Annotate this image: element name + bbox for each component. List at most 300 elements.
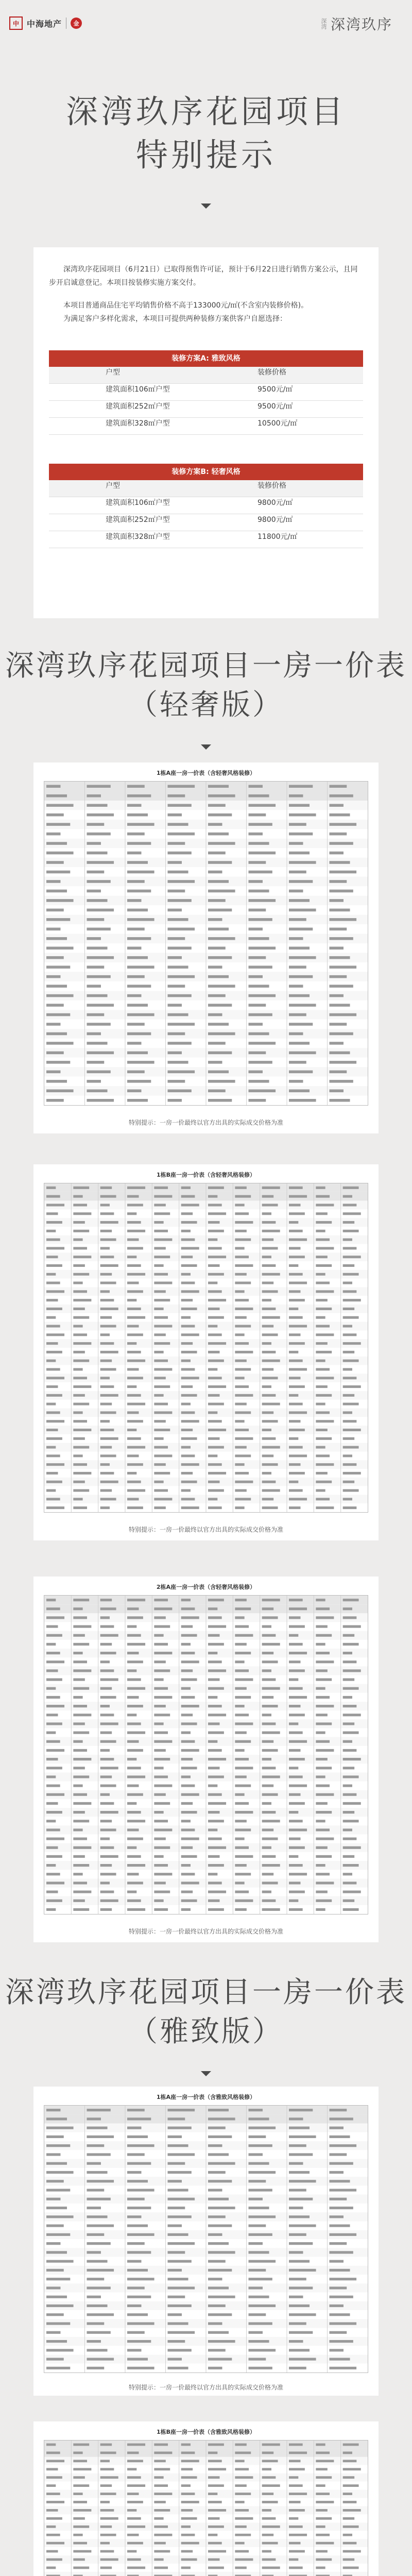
- table-cell-text: [235, 1758, 249, 1760]
- table-cell-text: [330, 2304, 344, 2307]
- table-cell-text: [168, 2304, 192, 2307]
- table-cell-text: [208, 899, 226, 902]
- table-cell-text: [154, 2476, 163, 2479]
- table-cell-text: [289, 1071, 313, 1074]
- table-cell-text: [208, 1775, 224, 1778]
- plan-row: [49, 384, 363, 401]
- table-cell-text: [46, 1004, 64, 1007]
- table-cell-text: [127, 785, 145, 788]
- table-cell-text: [208, 2286, 229, 2289]
- table-cell-text: [46, 2349, 74, 2351]
- table-cell-text: [87, 2304, 108, 2307]
- table-cell-text: [289, 1634, 298, 1637]
- table-cell-text: [46, 2109, 60, 2111]
- table-cell-text: [235, 1900, 253, 1902]
- table-cell-text: [343, 1325, 352, 1328]
- table-cell-text: [87, 2349, 108, 2351]
- table-cell-text: [235, 1498, 251, 1500]
- table-cell-text: [343, 1679, 355, 1681]
- table-cell-text: [249, 785, 263, 788]
- table-cell-text: [289, 2444, 303, 2446]
- table-cell-text: [235, 1264, 253, 1267]
- table-cell-text: [181, 1900, 197, 1902]
- table-cell-text: [87, 928, 111, 931]
- table-cell-text: [235, 1299, 249, 1301]
- table-cell-text: [100, 1316, 112, 1319]
- table-cell-text: [330, 2269, 350, 2272]
- table-cell-text: [127, 2444, 145, 2446]
- table-cell-text: [208, 2171, 226, 2174]
- table-cell-text: [289, 1855, 298, 1858]
- table-cell-text: [289, 1607, 307, 1610]
- table-cell-text: [127, 1394, 141, 1397]
- table-cell-text: [208, 1599, 224, 1601]
- table-cell-text: [343, 2558, 355, 2561]
- table-cell-text: [181, 1489, 191, 1492]
- table-cell-text: [316, 2493, 330, 2495]
- table-cell-text: [87, 785, 111, 788]
- table-cell-text: [73, 2558, 85, 2561]
- table-cell-text: [289, 1696, 307, 1699]
- table-cell-text: [343, 1308, 355, 1310]
- table-cell-text: [208, 1758, 226, 1760]
- table-cell-text: [100, 1687, 112, 1690]
- table-cell-text: [100, 1212, 114, 1215]
- table-cell-text: [73, 1891, 91, 1893]
- table-cell-text: [316, 1204, 334, 1206]
- table-cell-text: [154, 1855, 163, 1858]
- table-cell-text: [343, 1333, 357, 1336]
- table-cell-text: [100, 1864, 112, 1867]
- table-cell-text: [181, 1394, 197, 1397]
- table-cell-text: [343, 1446, 359, 1449]
- table-cell-text: [127, 1299, 136, 1301]
- table-cell-text: [316, 2468, 328, 2470]
- table-cell-text: [168, 2313, 182, 2316]
- table-cell-text: [249, 890, 269, 893]
- table-cell-text: [343, 1775, 359, 1778]
- table-cell-text: [330, 2198, 347, 2200]
- table-cell-text: [262, 1403, 280, 1405]
- table-cell-text: [127, 852, 141, 855]
- table-cell-text: [330, 2251, 353, 2253]
- table-cell-text: [127, 2251, 151, 2253]
- table-cell-text: [73, 1687, 89, 1690]
- table-cell-text: [73, 1740, 82, 1743]
- table-cell-text: [289, 1489, 303, 1492]
- table-cell-text: [289, 1230, 303, 1232]
- table-cell-text: [208, 1705, 222, 1707]
- table-cell-text: [127, 1793, 143, 1796]
- table-cell-text: [127, 1489, 145, 1492]
- table-cell-text: [154, 2509, 170, 2512]
- table-cell-text: [208, 1042, 226, 1045]
- table-cell-text: [73, 2526, 89, 2528]
- table-cell-text: [249, 899, 276, 902]
- table-cell-text: [316, 2476, 332, 2479]
- table-cell-text: [154, 1732, 168, 1734]
- table-cell-text: [168, 2349, 192, 2351]
- table-cell-text: [154, 1679, 163, 1681]
- table-cell-text: [73, 1273, 89, 1276]
- table-cell-text: [73, 1385, 91, 1388]
- plan-row: [49, 497, 363, 514]
- table-cell-text: [289, 928, 313, 931]
- table-cell-text: [289, 1616, 301, 1619]
- table-cell-text: [289, 1828, 307, 1831]
- table-cell-text: [289, 2242, 313, 2245]
- table-cell-text: [46, 1811, 62, 1814]
- table-cell-text: [289, 2278, 306, 2280]
- table-cell-text: [100, 1247, 110, 1249]
- table-cell-text: [100, 1652, 116, 1654]
- table-cell-text: [208, 2153, 229, 2156]
- table-cell-text: [343, 1846, 361, 1849]
- table-cell-text: [87, 2189, 105, 2191]
- table-cell-text: [289, 1643, 303, 1646]
- table-cell-text: [46, 1740, 60, 1743]
- table-cell-text: [289, 2534, 307, 2536]
- table-cell-text: [208, 1785, 217, 1787]
- table-cell-text: [87, 1042, 108, 1045]
- table-cell-text: [127, 1846, 136, 1849]
- table-cell-text: [100, 1239, 116, 1241]
- table-cell-text: [249, 2322, 272, 2325]
- table-cell-text: [343, 1767, 355, 1769]
- table-cell-text: [181, 2452, 195, 2454]
- table-cell-text: [46, 1767, 62, 1769]
- table-cell-text: [46, 1705, 64, 1707]
- table-cell-text: [100, 2567, 112, 2569]
- table-cell-text: [127, 1749, 143, 1752]
- table-cell-text: [235, 1855, 253, 1858]
- table-cell-text: [181, 1891, 193, 1893]
- table-cell-text: [87, 1090, 108, 1093]
- table-cell-text: [208, 1652, 217, 1654]
- table-cell-text: [289, 1714, 305, 1716]
- table-cell-text: [343, 1643, 359, 1646]
- table-cell-text: [73, 1454, 82, 1457]
- table-cell-text: [208, 2189, 222, 2191]
- table-cell-text: [46, 2242, 60, 2245]
- table-cell-text: [73, 1900, 85, 1902]
- table-cell-text: [289, 1333, 301, 1336]
- table-cell-text: [249, 2207, 269, 2209]
- table-cell-text: [235, 1820, 247, 1822]
- table-cell-text: [127, 1643, 145, 1646]
- table-cell-text: [127, 2452, 139, 2454]
- table-cell-text: [289, 1873, 307, 1875]
- table-cell-text: [208, 1767, 220, 1769]
- table-cell-text: [262, 1625, 271, 1628]
- table-cell-text: [208, 1316, 224, 1319]
- table-cell-text: [87, 2269, 114, 2272]
- table-cell-text: [46, 2452, 60, 2454]
- table-cell-text: [127, 1855, 141, 1858]
- table-cell-text: [87, 899, 108, 902]
- table-cell-text: [127, 2269, 148, 2272]
- table-cell-text: [289, 2493, 307, 2495]
- table-cell-text: [168, 2207, 185, 2209]
- table-cell-text: [46, 1846, 58, 1849]
- table-cell-text: [235, 1687, 247, 1690]
- table-cell-text: [235, 1230, 247, 1232]
- table-cell-text: [262, 1273, 280, 1276]
- table-cell-text: [127, 2509, 136, 2512]
- table-cell-text: [154, 2526, 168, 2528]
- table-cell-text: [208, 2358, 232, 2361]
- table-cell-text: [127, 1212, 136, 1215]
- table-cell-text: [249, 1042, 276, 1045]
- table-cell-text: [87, 1013, 105, 1016]
- table-cell-text: [289, 2304, 310, 2307]
- table-cell-text: [330, 2233, 357, 2236]
- table-cell-text: [235, 1838, 244, 1840]
- table-cell-text: [181, 1793, 199, 1796]
- table-cell-text: [208, 2534, 217, 2536]
- notice-paragraph: 本项目普通商品住宅平均销售价格不高于133000元/㎡(不含室内装修价格)。: [63, 301, 308, 310]
- table-cell-text: [73, 2460, 87, 2462]
- table-cell-text: [73, 1811, 85, 1814]
- table-cell-text: [208, 2109, 229, 2111]
- table-cell-text: [289, 1090, 310, 1093]
- table-cell-text: [262, 1616, 278, 1619]
- table-cell-text: [316, 1758, 328, 1760]
- table-cell-text: [208, 1351, 220, 1353]
- table-cell-text: [168, 2233, 188, 2236]
- table-cell-text: [87, 804, 108, 807]
- table-cell-text: [100, 1282, 116, 1284]
- table-cell-text: [168, 2144, 188, 2147]
- table-cell-text: [127, 2153, 145, 2156]
- table-cell-text: [208, 1325, 217, 1328]
- table-cell-text: [316, 1811, 332, 1814]
- table-cell-text: [46, 1195, 60, 1198]
- table-cell-text: [46, 2567, 56, 2569]
- table-cell-text: [127, 985, 151, 988]
- table-cell-text: [127, 909, 148, 912]
- table-cell-text: [154, 1385, 170, 1388]
- table-cell-text: [289, 985, 303, 988]
- table-cell-text: [46, 1230, 56, 1232]
- table-cell-text: [181, 1722, 197, 1725]
- table-cell-text: [208, 1273, 224, 1276]
- table-cell-text: [262, 1290, 278, 1293]
- table-cell-text: [316, 1908, 325, 1911]
- table-cell-text: [46, 909, 64, 912]
- table-cell-text: [87, 1004, 114, 1007]
- table-cell-text: [127, 1625, 136, 1628]
- table-cell-text: [46, 1660, 64, 1663]
- table-cell-text: [73, 1873, 82, 1875]
- table-cell-text: [289, 965, 306, 969]
- table-cell-text: [289, 1820, 303, 1822]
- table-cell-text: [73, 1342, 91, 1345]
- table-cell-text: [168, 1042, 192, 1045]
- table-cell-text: [127, 1767, 141, 1769]
- table-cell-text: [46, 937, 67, 940]
- table-cell-text: [100, 2468, 114, 2470]
- table-cell-text: [127, 1429, 136, 1431]
- table-cell-text: [316, 1616, 334, 1619]
- table-cell-text: [127, 2109, 145, 2111]
- table-cell-text: [262, 1882, 278, 1884]
- table-cell-text: [289, 2367, 306, 2369]
- table-cell-text: [127, 1652, 139, 1654]
- table-cell-text: [181, 1802, 193, 1805]
- table-cell-text: [343, 1498, 352, 1500]
- table-cell-text: [289, 1660, 301, 1663]
- table-cell-text: [343, 1855, 355, 1858]
- table-cell-text: [100, 1204, 110, 1206]
- table-cell-text: [46, 2260, 74, 2263]
- table-cell-text: [46, 1616, 64, 1619]
- table-cell-text: [289, 1846, 305, 1849]
- table-cell-text: [181, 1846, 193, 1849]
- table-cell-text: [208, 2340, 235, 2343]
- table-cell-text: [208, 1864, 224, 1867]
- table-cell-text: [208, 2269, 232, 2272]
- table-cell-text: [235, 1767, 253, 1769]
- table-cell-text: [168, 2322, 188, 2325]
- table-cell-text: [100, 1722, 118, 1725]
- table-cell-text: [343, 1195, 352, 1198]
- table-cell-text: [289, 2153, 313, 2156]
- table-cell-text: [168, 871, 188, 874]
- table-cell-text: [262, 1828, 274, 1831]
- table-cell-text: [249, 2331, 263, 2334]
- table-cell-text: [73, 1187, 89, 1189]
- table-cell-text: [208, 823, 222, 826]
- table-cell-text: [343, 1687, 359, 1690]
- table-cell-text: [87, 937, 101, 940]
- plan-cell: 建筑面积106㎡户型: [106, 385, 170, 394]
- price-table-grid: [44, 2440, 368, 2576]
- plan-header-cell: 装修价格: [258, 482, 286, 490]
- table-cell-text: [262, 1669, 271, 1672]
- table-cell-text: [73, 1714, 91, 1716]
- table-cell-text: [262, 2550, 271, 2553]
- table-cell-text: [343, 2542, 357, 2545]
- table-cell-text: [343, 1740, 352, 1743]
- table-cell-text: [127, 2189, 154, 2191]
- table-cell-text: [46, 2198, 60, 2200]
- table-cell-text: [46, 2501, 64, 2503]
- table-cell-text: [100, 1767, 118, 1769]
- table-cell-text: [330, 1032, 353, 1036]
- table-cell-text: [330, 1061, 357, 1064]
- table-cell-text: [154, 1239, 172, 1241]
- table-cell-text: [87, 861, 114, 864]
- table-cell-text: [154, 1429, 170, 1431]
- table-cell-text: [208, 1333, 222, 1336]
- table-cell-text: [181, 1749, 199, 1752]
- table-cell-text: [289, 1498, 307, 1500]
- table-cell-text: [316, 1256, 328, 1258]
- table-cell-text: [235, 1846, 249, 1849]
- table-cell-text: [73, 1316, 89, 1319]
- table-cell-text: [168, 1023, 195, 1026]
- table-cell-text: [46, 1052, 64, 1055]
- table-cell-text: [330, 2349, 344, 2351]
- table-cell-text: [330, 2286, 347, 2289]
- table-cell-text: [46, 1290, 64, 1293]
- table-cell-text: [127, 1820, 145, 1822]
- table-cell-text: [100, 1900, 118, 1902]
- table-cell-text: [208, 2517, 220, 2520]
- table-cell-text: [330, 852, 344, 855]
- table-cell-text: [46, 2517, 62, 2520]
- table-cell-text: [208, 1687, 224, 1690]
- table-cell-text: [208, 1013, 222, 1016]
- table-cell-text: [208, 2367, 222, 2369]
- table-cell-text: [181, 1599, 191, 1601]
- table-cell-text: [235, 2468, 249, 2470]
- table-cell-text: [100, 1429, 114, 1431]
- table-cell-text: [289, 1437, 298, 1440]
- table-cell-text: [73, 2452, 82, 2454]
- table-cell-text: [168, 804, 192, 807]
- table-cell-text: [181, 1316, 191, 1319]
- table-cell-text: [154, 2567, 168, 2569]
- table-cell-text: [46, 2331, 60, 2334]
- table-cell-text: [316, 1660, 334, 1663]
- table-cell-text: [87, 2358, 114, 2361]
- table-cell-text: [154, 2501, 166, 2503]
- table-cell-text: [181, 1212, 193, 1215]
- plan-row: [49, 401, 363, 418]
- table-cell-text: [249, 2233, 272, 2236]
- table-cell-text: [127, 1099, 148, 1102]
- table-cell-text: [127, 1282, 139, 1284]
- table-cell-text: [289, 1403, 303, 1405]
- table-cell-text: [87, 2322, 105, 2325]
- table-cell-text: [262, 1802, 271, 1805]
- table-cell-text: [154, 1282, 172, 1284]
- table-cell-text: [316, 1463, 334, 1466]
- table-cell-text: [330, 2242, 347, 2245]
- table-cell-text: [181, 1282, 195, 1284]
- table-cell-text: [100, 1625, 114, 1628]
- table-cell-text: [289, 2460, 301, 2462]
- table-cell-text: [343, 1506, 357, 1509]
- table-cell-text: [235, 2517, 253, 2520]
- table-cell-text: [154, 1264, 163, 1267]
- price-table-card: [33, 2421, 379, 2576]
- table-cell-text: [73, 1732, 89, 1734]
- table-cell-text: [235, 1775, 247, 1778]
- table-cell-text: [249, 918, 272, 921]
- table-cell-text: [181, 1325, 195, 1328]
- table-cell-text: [154, 1411, 172, 1414]
- top-bar: [0, 0, 412, 57]
- notice-text: [49, 263, 363, 326]
- table-cell-text: [87, 2207, 101, 2209]
- table-cell-text: [316, 1828, 330, 1831]
- table-cell-text: [46, 1489, 56, 1492]
- table-cell-text: [208, 1498, 217, 1500]
- table-cell-text: [73, 1679, 85, 1681]
- table-cell-text: [127, 794, 151, 798]
- table-cell-text: [262, 2452, 274, 2454]
- table-cell-text: [289, 880, 313, 883]
- table-cell-text: [127, 861, 148, 864]
- table-cell-text: [73, 1820, 89, 1822]
- table-cell-text: [249, 2162, 269, 2165]
- table-cell-text: [235, 1732, 247, 1734]
- table-cell-text: [127, 1325, 139, 1328]
- table-cell-text: [208, 1247, 222, 1249]
